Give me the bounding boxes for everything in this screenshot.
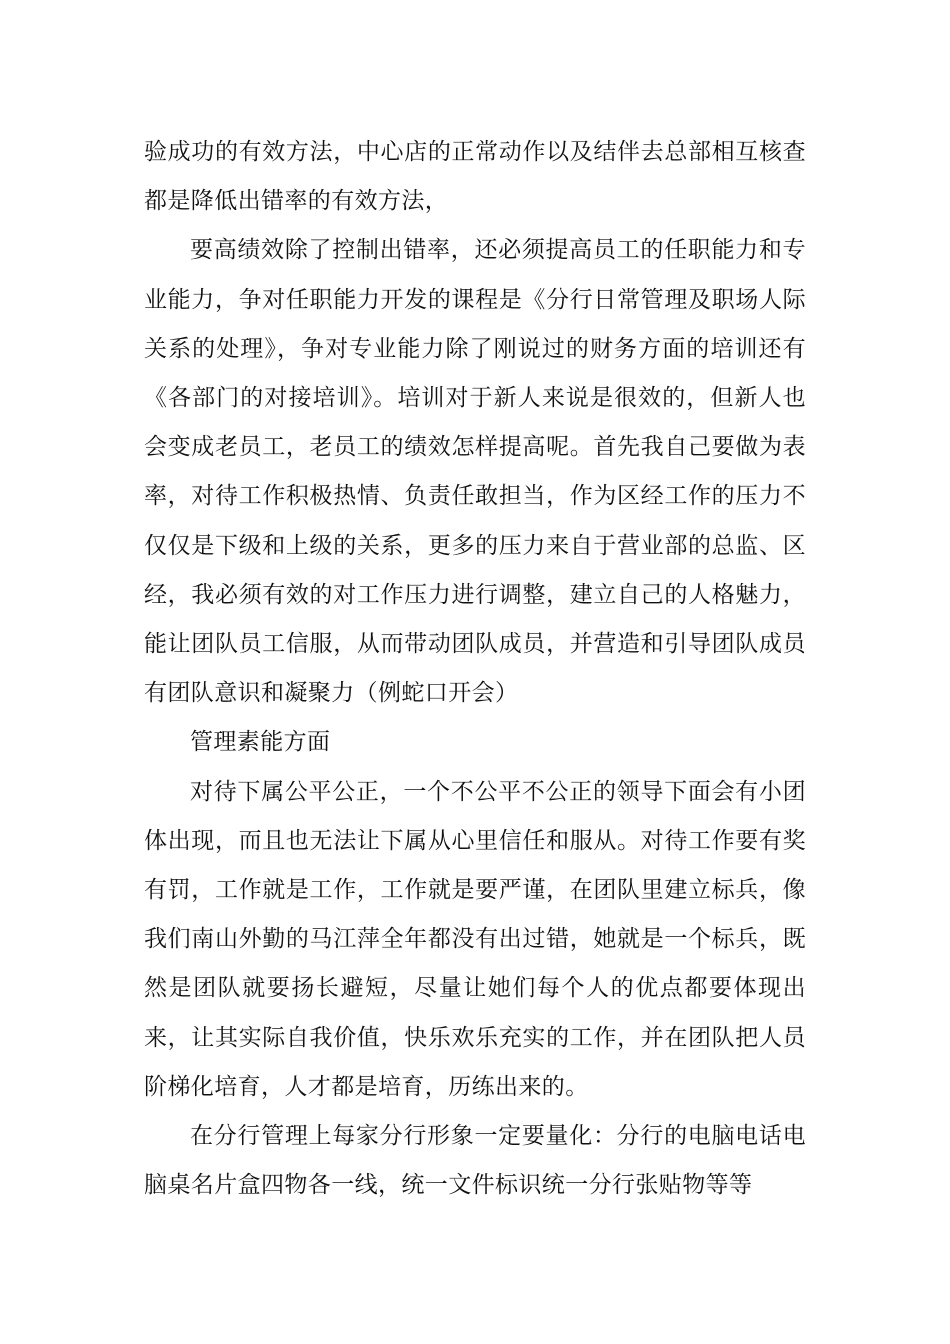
paragraph-fairness: 对待下属公平公正，一个不公平不公正的领导下面会有小团体出现，而且也无法让下属从心里信任和服从。对待工作要有奖有罚，工作就是工作，工作就是要严谨，在团队里建立标兵，像我们南山外勤的马江萍全年都没有出过错，她就是一个标兵，既然是团队就要扬长避短，尽量让她们每个人的优点都要体现出来，让其实际自我价值，快乐欢乐充实的工作，并在团队把人员阶梯化培育，人才都是培育，历练出来的。 [144, 778, 806, 1100]
paragraph-branch-management: 在分行管理上每家分行形象一定要量化：分行的电脑电话电脑桌名片盒四物各一线，统一文件标识统一分行张贴物等等 [144, 1123, 806, 1199]
paragraph-continuation: 验成功的有效方法，中心店的正常动作以及结伴去总部相互核查都是降低出错率的有效方法， [144, 139, 806, 215]
paragraph-performance: 要高绩效除了控制出错率，还必须提高员工的任职能力和专业能力，争对任职能力开发的课程是《分行日常管理及职场人际关系的处理》，争对专业能力除了刚说过的财务方面的培训还有《各部门的对接培训》。培训对于新人来说是很效的，但新人也会变成老员工，老员工的绩效怎样提高呢。首先我自己要做为表率，对待工作积极热情、负责任敢担当，作为区经工作的压力不仅仅是下级和上级的关系，更多的压力来自于营业部的总监、区经，我必须有效的对工作压力进行调整，建立自己的人格魅力，能让团队员工信服，从而带动团队成员，并营造和引导团队成员有团队意识和凝聚力（例蛇口开会） [144, 237, 806, 707]
body-text [144, 128, 806, 1210]
section-heading-management: 管理素能方面 [190, 729, 331, 756]
